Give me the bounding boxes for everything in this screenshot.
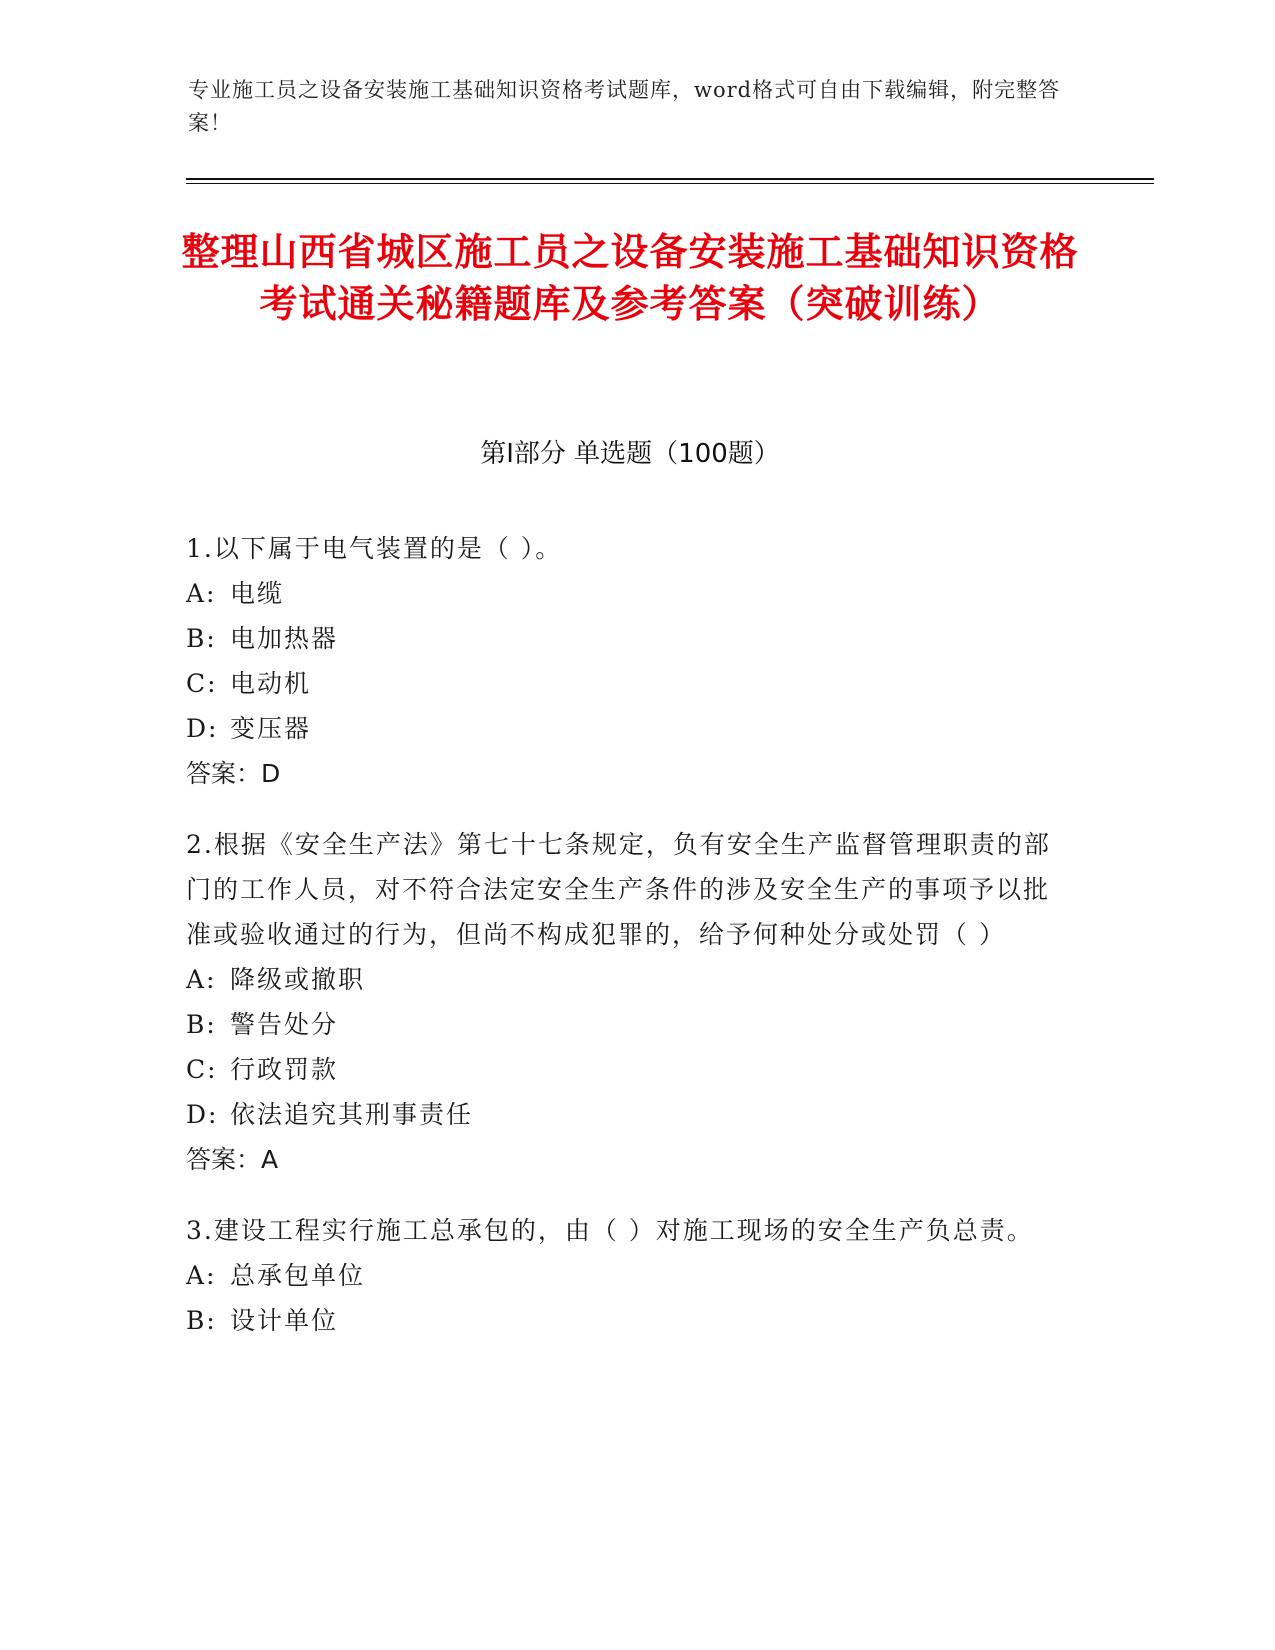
option-key: D: <box>186 714 219 743</box>
option-d <box>186 706 1066 751</box>
option-text: 总承包单位 <box>230 1261 366 1290</box>
header-divider-thick <box>186 178 1154 180</box>
question-1 <box>186 526 1066 796</box>
option-text: 电加热器 <box>230 624 339 653</box>
option-key: C: <box>186 1055 218 1084</box>
option-d <box>186 1092 1066 1137</box>
option-key: B: <box>186 1010 217 1039</box>
question-stem: 2.根据《安全生产法》第七十七条规定，负有安全生产监督管理职责的部门的工作人员，对不符合法定安全生产条件的涉及安全生产的事项予以批准或验收通过的行为，但尚不构成犯罪的，给予何种处分或处罚（ ） <box>186 830 1051 949</box>
document-title: 整理山西省城区施工员之设备安装施工基础知识资格考试通关秘籍题库及参考答案（突破训练） <box>181 230 1079 326</box>
question-stem: 3.建设工程实行施工总承包的，由（ ）对施工现场的安全生产负总责。 <box>186 1216 1034 1245</box>
option-b <box>186 1002 1066 1047</box>
section-heading: 第Ⅰ部分 单选题（100题） <box>480 439 780 469</box>
answer-line: 答案：D <box>186 759 281 788</box>
option-key: A: <box>186 965 217 994</box>
option-text: 依法追究其刑事责任 <box>230 1100 474 1129</box>
option-b <box>186 616 1066 661</box>
header-divider-thin <box>186 183 1154 184</box>
answer-line: 答案：A <box>186 1145 279 1174</box>
option-a <box>186 571 1066 616</box>
option-key: B: <box>186 624 217 653</box>
question-3 <box>186 1208 1066 1343</box>
option-text: 警告处分 <box>230 1010 339 1039</box>
option-key: D: <box>186 1100 219 1129</box>
option-text: 降级或撤职 <box>230 965 366 994</box>
question-2 <box>186 822 1066 1182</box>
option-text: 变压器 <box>230 714 312 743</box>
option-text: 行政罚款 <box>230 1055 339 1084</box>
option-text: 电动机 <box>230 669 312 698</box>
option-key: A: <box>186 1261 217 1290</box>
question-stem: 1.以下属于电气装置的是（ ）。 <box>186 534 563 563</box>
header-note: 专业施工员之设备安装施工基础知识资格考试题库，word格式可自由下载编辑，附完整答案！ <box>188 78 1061 135</box>
option-c <box>186 661 1066 706</box>
option-key: C: <box>186 669 218 698</box>
option-c <box>186 1047 1066 1092</box>
option-text: 电缆 <box>230 579 285 608</box>
option-key: B: <box>186 1306 217 1335</box>
option-text: 设计单位 <box>230 1306 339 1335</box>
option-a <box>186 1253 1066 1298</box>
option-key: A: <box>186 579 217 608</box>
option-a <box>186 957 1066 1002</box>
question-list <box>186 526 1066 1369</box>
option-b <box>186 1298 1066 1343</box>
